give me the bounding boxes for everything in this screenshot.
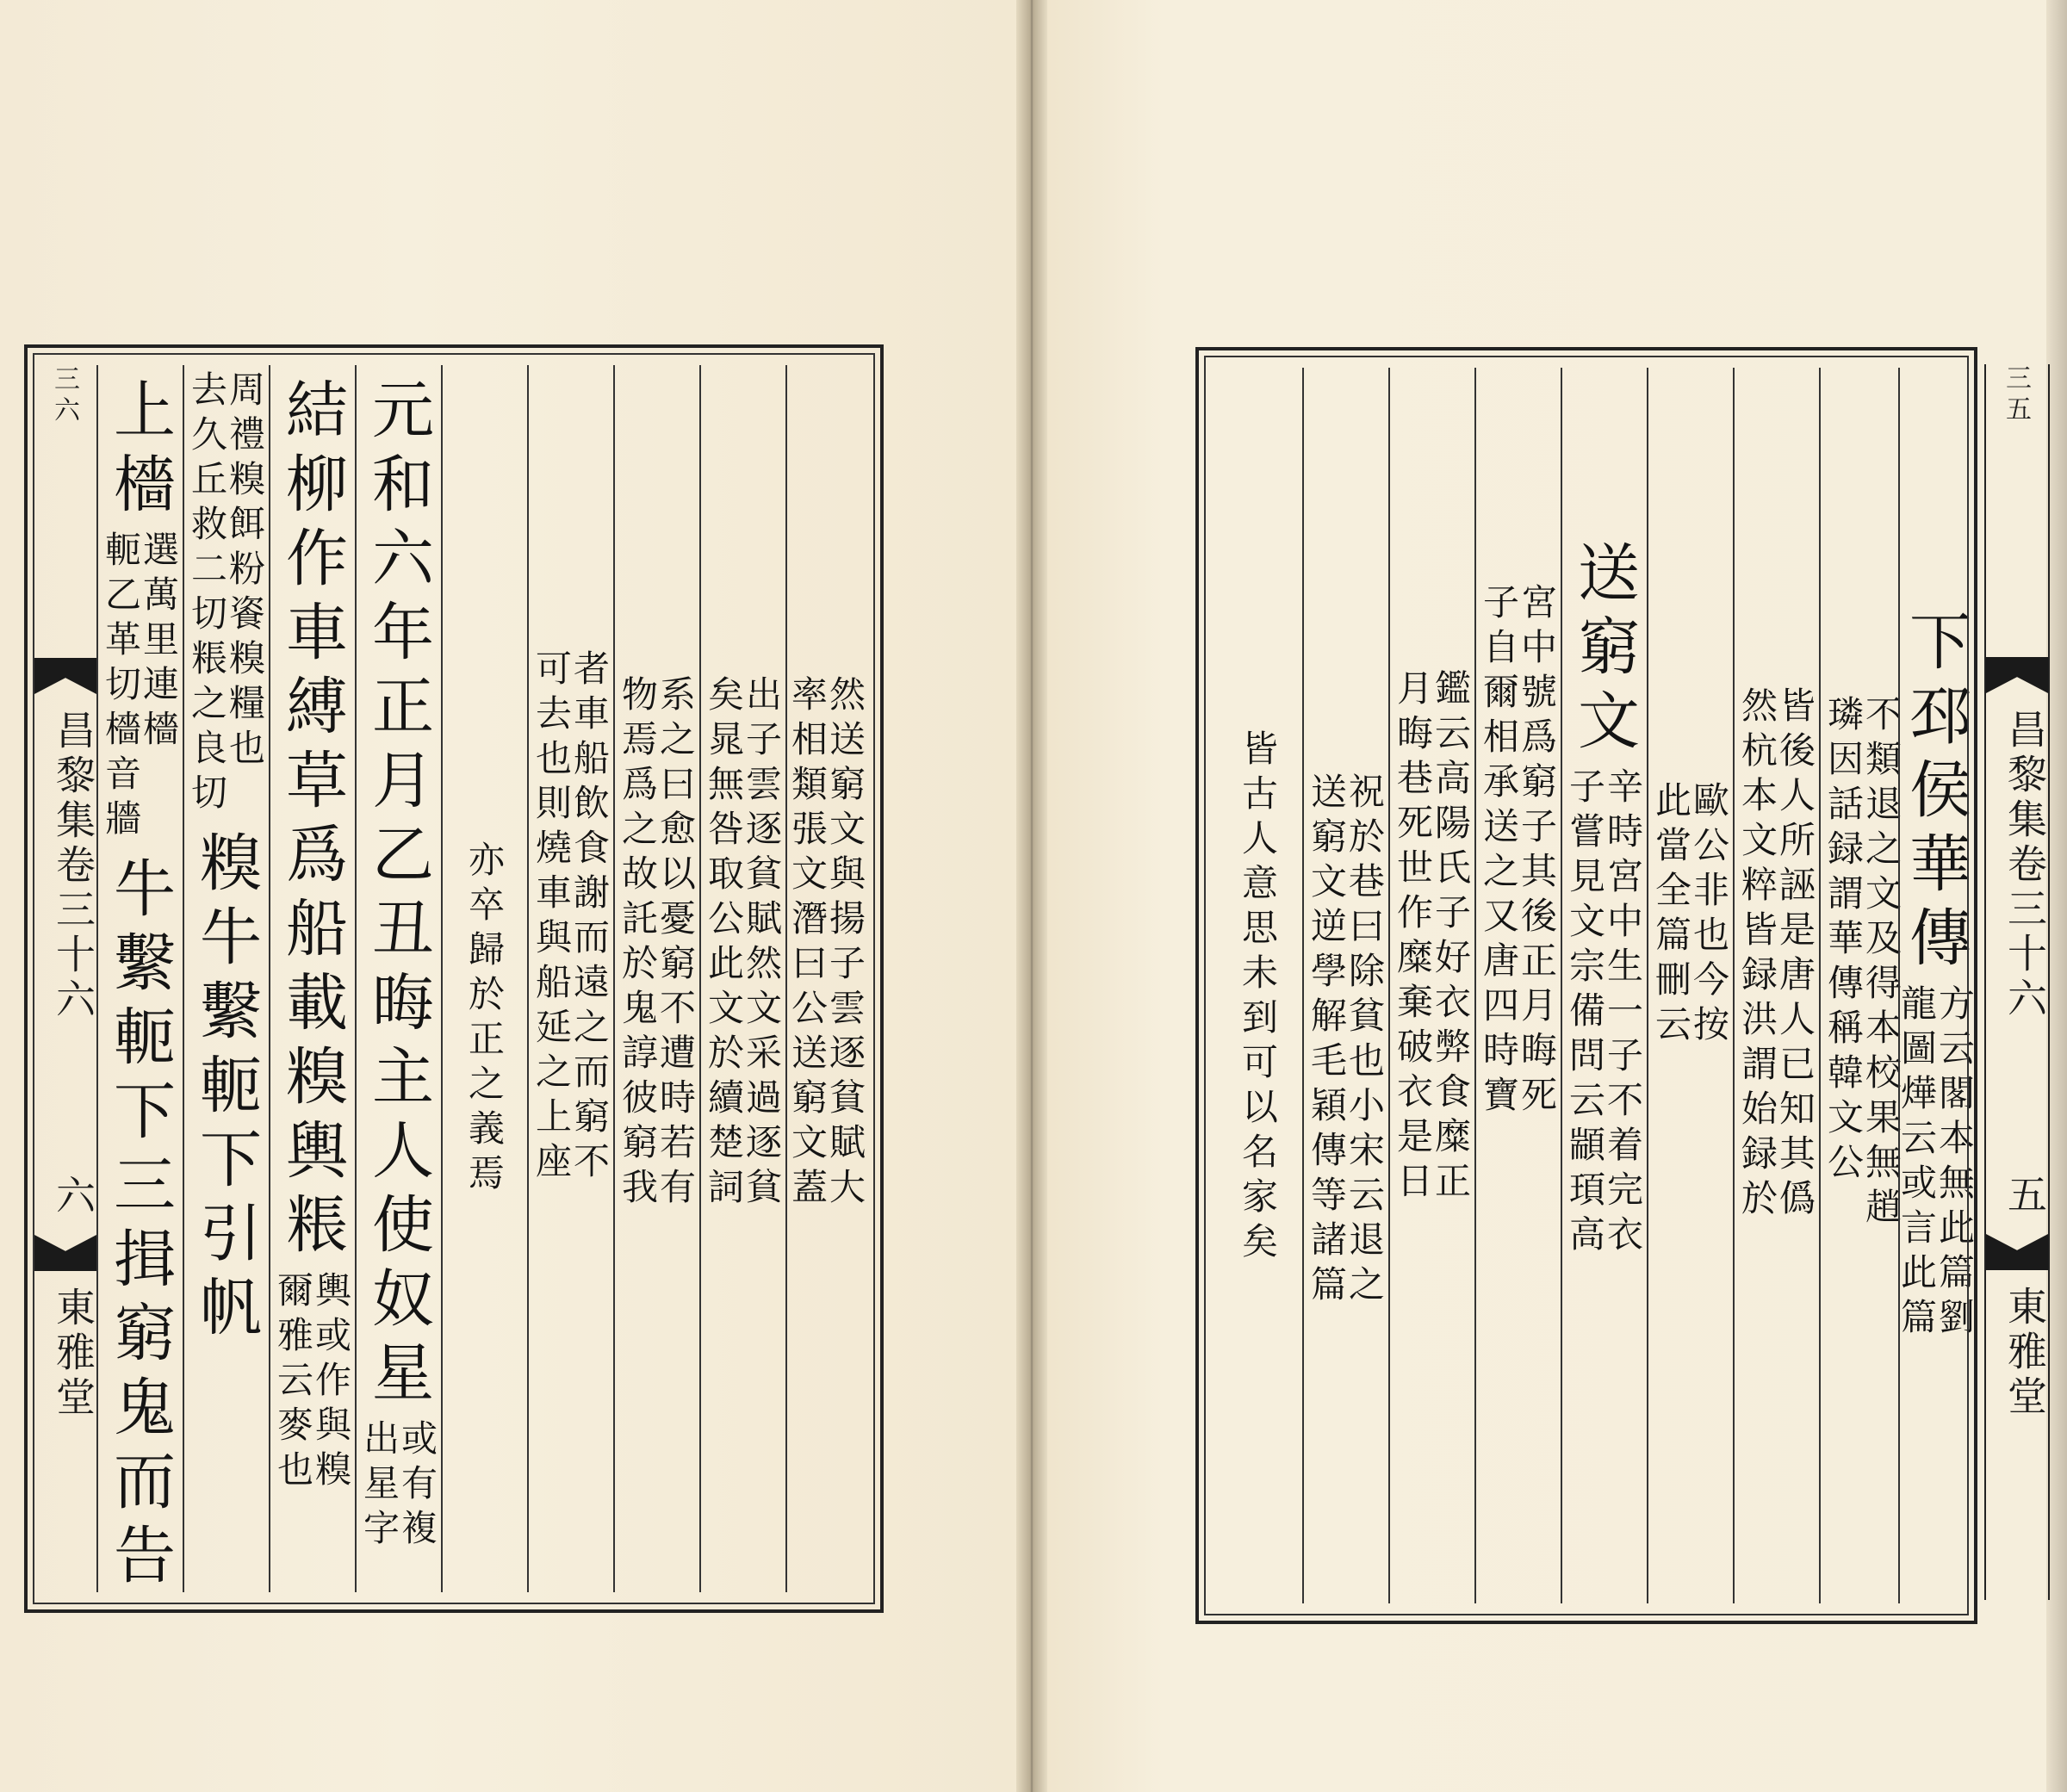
left-strip-hall: 東雅堂 (50, 1287, 96, 1421)
annotation-pair (617, 675, 697, 1212)
annotation: 出星字 (358, 1419, 400, 1553)
text-column (1474, 368, 1559, 1603)
left-strip-title: 昌黎集卷三十六 (50, 710, 96, 1023)
annotation-pair (1306, 772, 1386, 1310)
main-text: 牛繫軛下三揖窮鬼而告 (103, 856, 176, 1597)
right-strip-title: 昌黎集卷三十六 (2002, 709, 2048, 1022)
main-text: 上檣 (103, 377, 176, 525)
annotation-pair (1650, 781, 1730, 1050)
annotation-pair (1564, 767, 1644, 1260)
annotation: 然送窮文與揚子雲逐貧賦大 (824, 675, 866, 1212)
text-column (785, 365, 865, 1592)
annotation: 方云閣本無此篇劉 (1934, 984, 1976, 1342)
annotation: 可去也則燒車與船延之上座 (531, 649, 573, 1187)
annotation-pair (786, 675, 866, 1212)
annotation-pair (1736, 686, 1816, 1224)
left-strip-folio: 六 (50, 1175, 96, 1219)
annotation: 爾雅云麥也 (272, 1271, 314, 1495)
text-column (613, 365, 698, 1592)
annotation-pair (358, 1419, 438, 1553)
text-column (441, 365, 525, 1592)
text-column (699, 365, 784, 1592)
annotation: 歐公非也今按 (1688, 781, 1730, 1050)
annotation-pair (1392, 669, 1472, 1206)
main-text: 結柳作車縛草爲船載糗輿粻 (276, 377, 348, 1266)
main-text: 糗牛繫軛下引帆 (189, 830, 262, 1349)
right-center-strip (1984, 364, 2050, 1600)
annotation-pair (703, 675, 783, 1212)
annotation-pair (463, 840, 506, 1199)
text-column (1733, 368, 1817, 1603)
annotation: 者車船飲食謝而遠之而窮不 (568, 649, 611, 1187)
annotation: 周禮糗餌粉餈糗糧也 (224, 370, 266, 773)
annotation: 系之曰愈以憂窮不遭時若有 (655, 675, 697, 1212)
annotation-pair (1478, 583, 1558, 1120)
text-column (1647, 368, 1731, 1603)
text-column (1561, 368, 1645, 1603)
annotation: 選萬里連檣 (138, 530, 180, 754)
fish-tail-icon (1986, 657, 2048, 693)
annotation: 祝於巷曰除貧也小宋云退之 (1344, 772, 1386, 1310)
annotation: 月晦巷死世作糜棄破衣是日 (1392, 669, 1434, 1206)
fish-tail-icon (34, 658, 96, 694)
annotation-pair (531, 649, 611, 1187)
text-column (1819, 368, 1903, 1603)
right-text-block (1195, 347, 1977, 1624)
annotation: 然杭本文粹皆録洪謂始録於 (1736, 686, 1778, 1224)
annotation: 子自爾相承送之又唐四時寶 (1478, 583, 1520, 1120)
annotation: 出子雲逐貧賦然文采過逐貧 (741, 675, 783, 1212)
annotation: 此當全篇刪云 (1650, 781, 1692, 1050)
section-title: 下邳侯華傳 (1899, 609, 1971, 979)
right-strip-hall: 東雅堂 (2002, 1286, 2048, 1420)
text-column (1216, 368, 1299, 1603)
annotation: 子嘗見文宗備問云顓頊高 (1564, 767, 1606, 1260)
annotation: 物焉爲之故託於鬼諄彼窮我 (617, 675, 659, 1212)
annotation-pair (186, 370, 266, 818)
text-column (96, 365, 181, 1597)
text-column (355, 365, 439, 1592)
annotation: 率相類張文潛曰公送窮文蓋 (786, 675, 829, 1212)
annotation: 送窮文逆學解毛穎傳等諸篇 (1306, 772, 1348, 1310)
book-gutter (1016, 0, 1047, 1792)
main-text: 元和六年正月乙丑晦主人使奴星 (362, 377, 434, 1414)
annotation-pair (100, 530, 180, 844)
text-column (183, 365, 267, 1592)
annotation: 或有複 (396, 1419, 438, 1553)
annotation-pair (1822, 695, 1903, 1232)
annotation: 軛乙革切檣音牆 (100, 530, 142, 844)
right-strip-folio: 五 (2002, 1174, 2048, 1218)
annotation: 璘因話録謂華傳稱韓文公 (1822, 695, 1865, 1187)
right-strip-top: 三五 (2001, 364, 2031, 426)
annotation-pair (272, 1271, 352, 1495)
annotation: 亦卒歸於正之義焉 (463, 840, 506, 1199)
left-strip-top: 三六 (49, 365, 79, 427)
annotation: 不類退之文及得本校果無趙 (1860, 695, 1903, 1232)
left-text-block (24, 344, 884, 1613)
text-column (527, 365, 611, 1592)
annotation: 去久丘救二切粻之良切 (186, 370, 228, 818)
annotation: 宮中號爲窮子其後正月晦死 (1516, 583, 1558, 1120)
show-through-text (461, 417, 507, 479)
text-column (269, 365, 353, 1592)
text-column (1302, 368, 1387, 1603)
annotation: 皆後人所誣是唐人已知其僞 (1774, 686, 1816, 1224)
annotation: 矣晁無咎取公此文於續楚詞 (703, 675, 745, 1212)
annotation: 皆古人意思未到可以名家矣 (1237, 729, 1279, 1267)
text-column (1896, 368, 1976, 1603)
left-center-strip (33, 365, 98, 1592)
annotation-pair (1896, 984, 1976, 1342)
annotation-pair (1237, 729, 1279, 1267)
annotation: 輿或作與糗 (310, 1271, 352, 1495)
section-title: 送窮文 (1567, 540, 1640, 762)
annotation: 鑑云高陽氏子好衣弊食糜正 (1430, 669, 1472, 1206)
annotation: 辛時宮中生一子不着完衣 (1602, 767, 1644, 1260)
text-column (1388, 368, 1473, 1603)
annotation: 龍圖燁云或言此篇 (1896, 984, 1938, 1342)
fish-tail-icon (34, 1235, 96, 1271)
fish-tail-icon (1986, 1234, 2048, 1270)
